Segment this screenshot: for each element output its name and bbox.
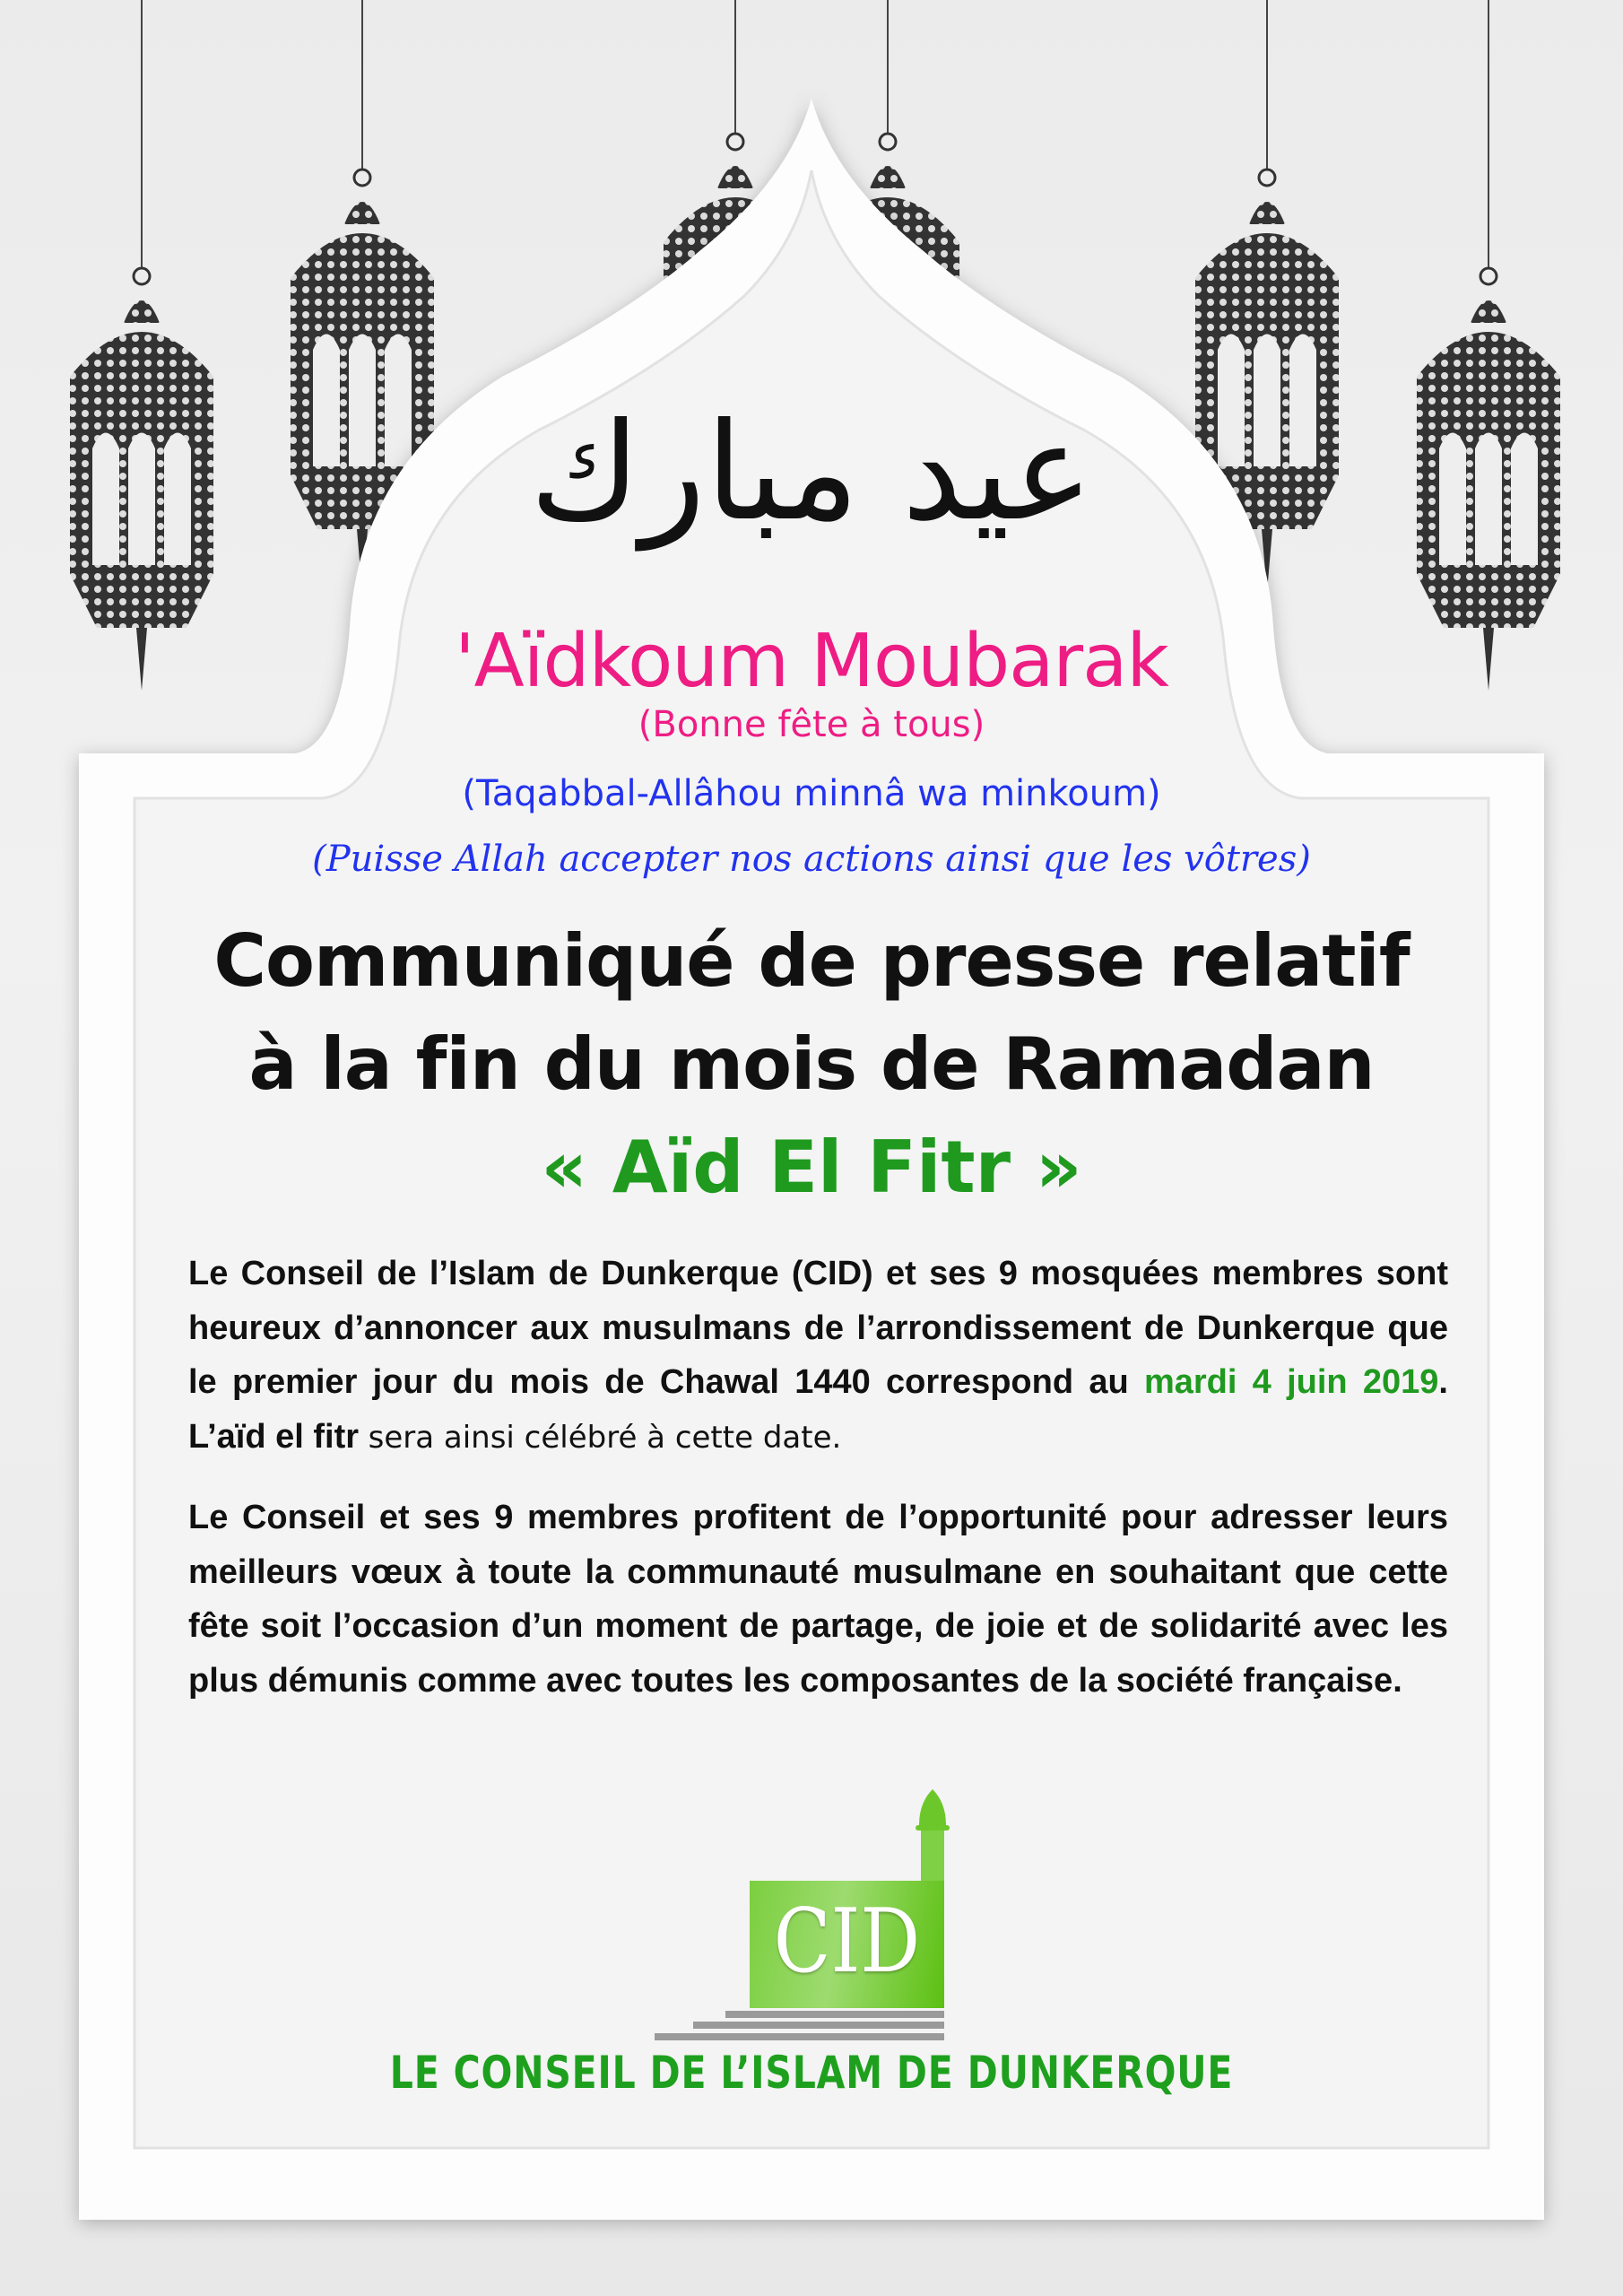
greeting-subtitle: (Bonne fête à tous) [638, 704, 985, 745]
logo-acronym: CID [773, 1891, 921, 1993]
headline-line3: « Aïd El Fitr » [541, 1126, 1082, 1209]
paragraph-wishes: Le Conseil et ses 9 membres profitent de l’opportunité pour adresser leurs meilleurs vœux à toute la communauté musulmane en souhaitant que cette fête soit l’occasion d’un moment de partage, de joie et de solidarité avec les plus démunis comme avec toutes les composantes de la société française. [188, 1499, 1448, 1700]
logo-step [655, 2033, 944, 2040]
arabic-calligraphy: عيد مبارك [529, 395, 1094, 551]
p1-end: sera ainsi célébré à cette date. [368, 1419, 842, 1456]
logo-step [693, 2022, 944, 2029]
greeting-title: 'Aïdkoum Moubarak [455, 619, 1168, 704]
paragraph-announcement [188, 1247, 1448, 1465]
invocation-translation: (Puisse Allah accepter nos actions ainsi que les vôtres) [312, 839, 1311, 880]
organization-name: LE CONSEIL DE L’ISLAM DE DUNKERQUE [389, 2047, 1234, 2099]
p1-text: Le Conseil de l’Islam de Dunkerque (CID) et ses 9 mosquées membres sont heureux d’annoncer aux musulmans de l’arrondissement de Dunkerque que le premier jour du mois de Chawal 1440 correspond au [188, 1255, 1448, 1401]
logo-step [725, 2011, 944, 2018]
headline-line2: à la fin du mois de Ramadan [248, 1022, 1375, 1106]
headline-line1: Communiqué de presse relatif [213, 919, 1410, 1003]
p1-after: . L’aïd el fitr [188, 1363, 1448, 1456]
minaret-icon [910, 1780, 955, 1883]
invocation: (Taqabbal-Allâhou minnâ wa minkoum) [462, 773, 1161, 814]
eid-date: mardi 4 juin 2019 [1143, 1363, 1439, 1401]
